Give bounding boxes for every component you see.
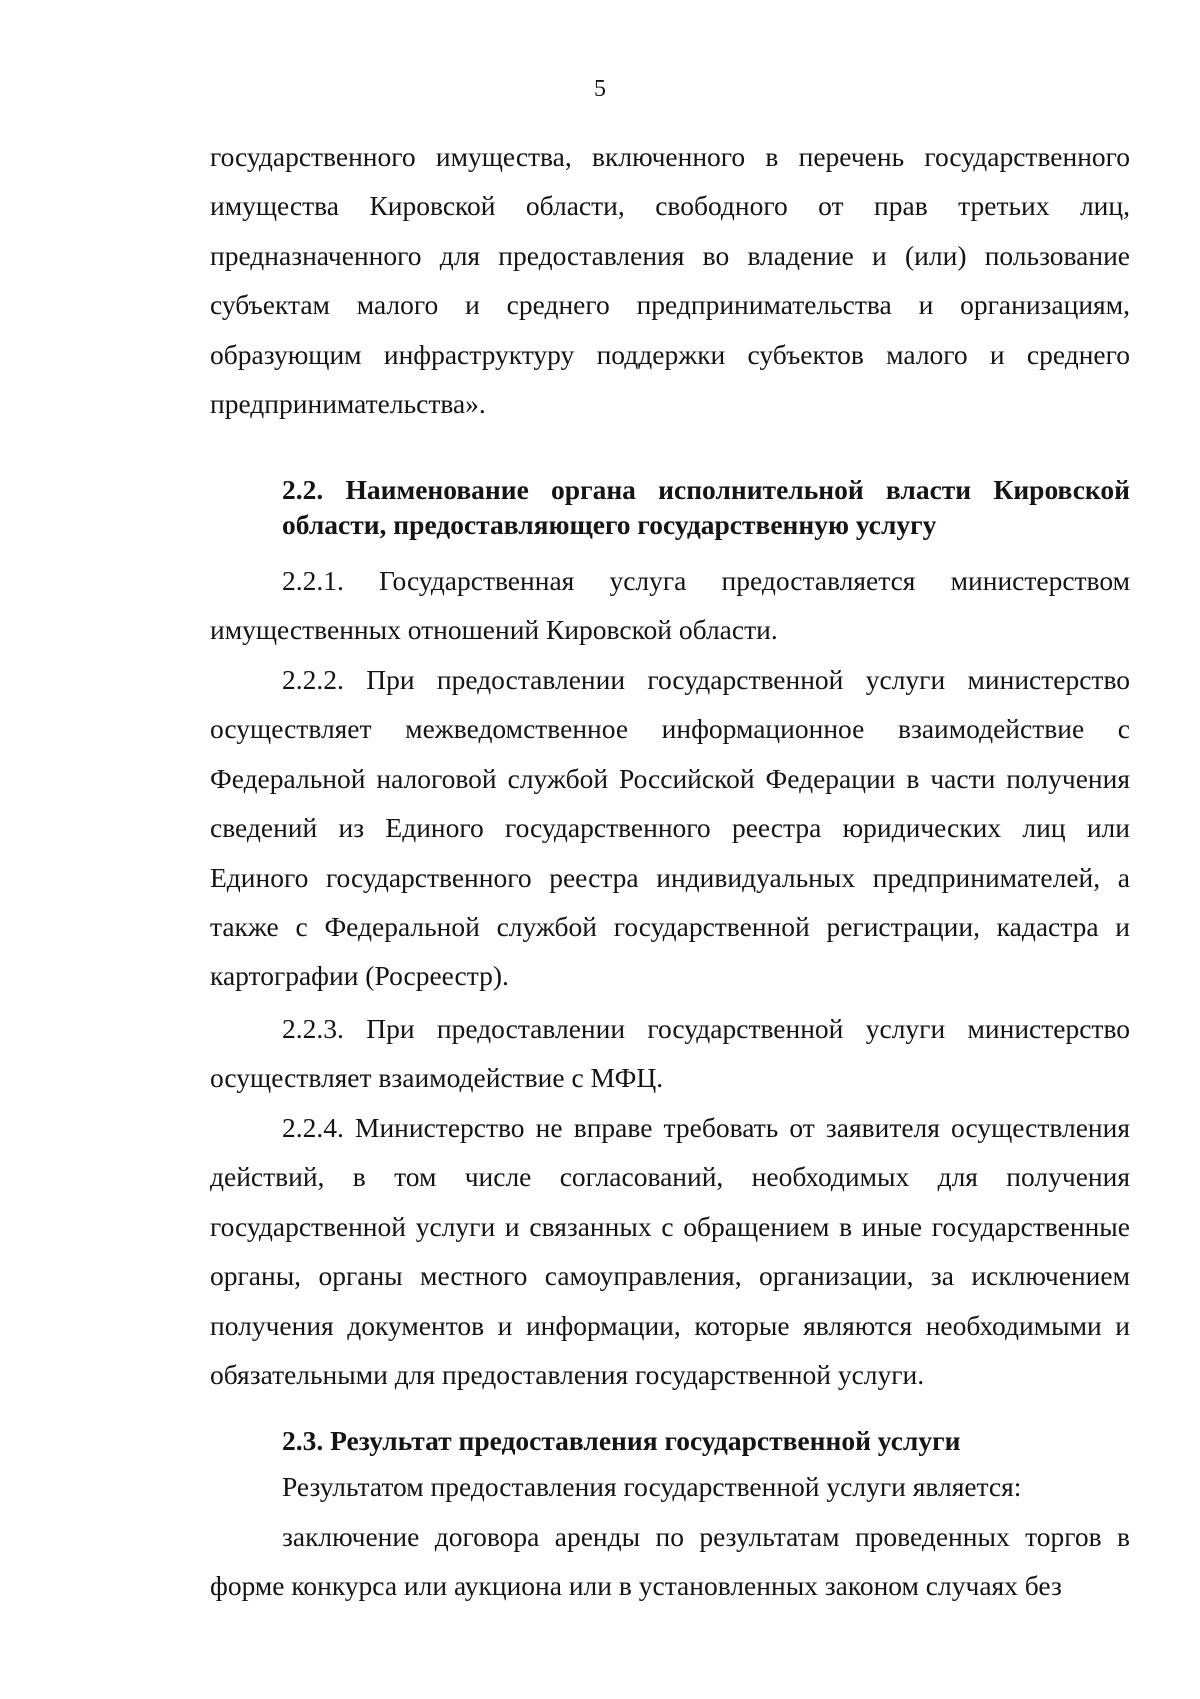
paragraph-2-3-intro: Результатом предоставления государственной услуги является: xyxy=(282,1471,1022,1502)
paragraph-2-2-3: 2.2.3. При предоставлении государственной услуги министерство осуществляет взаимодействие с МФЦ. xyxy=(210,1013,1130,1094)
paragraph-continuation: государственного имущества, включенного в перечень государственного имущества Кировской области, свободного от прав третьих лиц, предназначенного для предоставления во владение и (или) пользование субъектам малого и среднего предпринимательства и организациям, образующим инфраструктуру поддержки субъектов малого и среднего предпринимательства». xyxy=(210,141,1130,420)
paragraph-2-3-item: заключение договора аренды по результатам проведенных торгов в форме конкурса или аукциона или в установленных законом случаях без xyxy=(210,1521,1130,1602)
section-heading-2-3: 2.3. Результат предоставления государственной услуги xyxy=(282,1425,961,1456)
page-number: 5 xyxy=(594,76,606,102)
paragraph-2-2-2: 2.2.2. При предоставлении государственной услуги министерство осуществляет межведомственное информационное взаимодействие с Федеральной налоговой службой Российской Федерации в части получения сведений из Единого государственного реестра юридических лиц или Единого государственного реестра индивидуальных предпринимателей, а также с Федеральной службой государственной регистрации, кадастра и картографии (Росреестр). xyxy=(210,664,1130,992)
section-heading-2-2: 2.2. Наименование органа исполнительной власти Кировской области, предоставляющего государственную услугу xyxy=(282,474,1130,540)
paragraph-2-2-4: 2.2.4. Министерство не вправе требовать от заявителя осуществления действий, в том числе согласований, необходимых для получения государственной услуги и связанных с обращением в иные государственные органы, органы местного самоуправления, организации, за исключением получения документов и информации, которые являются необходимыми и обязательными для предоставления государственной услуги. xyxy=(210,1112,1130,1391)
paragraph-2-2-1: 2.2.1. Государственная услуга предоставляется министерством имущественных отношений Кировской области. xyxy=(210,565,1130,646)
